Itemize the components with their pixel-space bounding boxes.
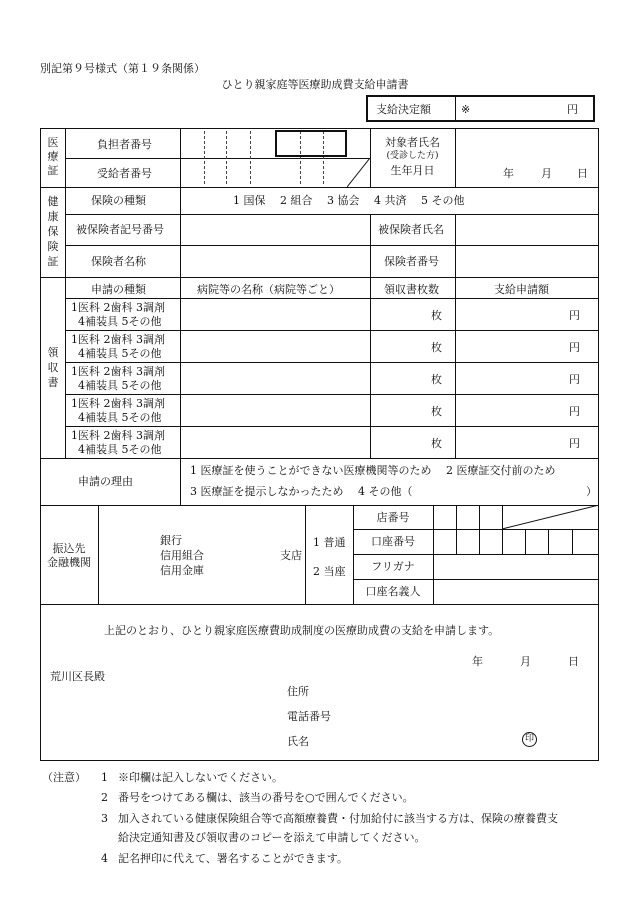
receipt-row-type-1b[interactable]: 4補装具 5その他 [78,315,162,328]
subject-note: (受診した方) [386,151,439,161]
addressee: 荒川区長殿 [50,670,105,683]
receipt-row-yen-unit: 円 [569,309,580,322]
reason-close-paren: ） [586,485,597,498]
account-type-current[interactable]: 2 当座 [313,565,346,578]
receipt-row-type-4a[interactable]: 1医科 2歯科 3調剤 [71,397,165,410]
bank-label-1: 振込先 [52,542,86,555]
declaration-month: 月 [520,655,531,668]
recipient-number-label: 受給者番号 [97,167,152,180]
name-label: 氏名 [287,735,309,748]
seal-icon: 印 [522,732,537,747]
note-number: 2 [101,791,108,804]
insured-number-label: 被保険者記号番号 [76,223,164,236]
section-receipts: 領 収 書 [47,346,59,389]
note-text: 記名押印に代えて、署名することができます。 [118,852,348,865]
receipt-row-type-3b[interactable]: 4補装具 5その他 [78,379,162,392]
birth-month: 月 [541,167,552,180]
receipt-row-count-unit: 枚 [431,405,442,418]
birth-year: 年 [503,167,514,180]
insurance-type-label: 保険の種類 [91,194,146,207]
phone-label: 電話番号 [287,710,331,723]
furigana-label: フリガナ [371,560,415,573]
receipt-row-type-2a[interactable]: 1医科 2歯科 3調剤 [71,333,165,346]
bank-type-credit-union[interactable]: 信用組合 [160,549,204,562]
note-number: 1 [101,771,108,784]
section-medical-card: 医 療 証 [47,136,59,177]
receipt-row-count-unit: 枚 [431,373,442,386]
reason-label: 申請の理由 [78,475,133,488]
burden-number-highlight[interactable] [275,130,347,157]
note-text: 加入されている健康保険組合等で高額療養費・付加給付に該当する方は、保険の療養費支 [118,812,558,825]
note-number: 3 [101,812,108,825]
receipt-row-type-1a[interactable]: 1医科 2歯科 3調剤 [71,301,165,314]
account-number-label: 口座番号 [371,535,415,548]
note-text: 給決定通知書及び領収書のコピーを添えて申請してください。 [118,831,426,844]
reason-options-line2[interactable]: 3 医療証を提示しなかったため 4 その他（ [190,485,413,498]
receipt-row-type-5b[interactable]: 4補装具 5その他 [78,443,162,456]
notes-heading: （注意） [42,771,86,784]
receipt-row-yen-unit: 円 [569,341,580,354]
col-application-type: 申請の種類 [91,283,146,296]
note-number: 4 [101,852,108,865]
bank-type-bank[interactable]: 銀行 [160,534,182,547]
note-text: ※印欄は記入しないでください。 [118,771,283,784]
insured-name-label: 被保険者氏名 [378,223,444,236]
insurance-type-options[interactable]: 1 国保 2 組合 3 協会 4 共済 5 その他 [233,194,465,207]
receipt-row-type-5a[interactable]: 1医科 2歯科 3調剤 [71,429,165,442]
note-text: 番号をつけてある欄は、該当の番号を○で囲んでください。 [118,791,414,804]
receipt-row-count-unit: 枚 [431,341,442,354]
receipt-row-yen-unit: 円 [569,437,580,450]
col-claim-amount: 支給申請額 [494,283,549,296]
decision-amount-label: 支給決定額 [376,103,431,116]
col-hospital-name: 病院等の名称（病院等ごと） [197,283,340,296]
subject-name-label: 対象者氏名 [385,136,440,149]
store-number-label: 店番号 [376,511,410,524]
diagonal-slash [347,158,370,187]
account-holder-label: 口座名義人 [365,585,421,598]
receipt-row-count-unit: 枚 [431,437,442,450]
insurer-name-label: 保険者名称 [91,255,146,268]
declaration-text: 上記のとおり、ひとり親家庭医療費助成制度の医療助成費の支給を申請します。 [104,624,500,637]
store-number-slash [502,505,599,529]
declaration-year: 年 [472,655,483,668]
col-receipt-count: 領収書枚数 [384,283,439,296]
receipt-row-type-2b[interactable]: 4補装具 5その他 [78,347,162,360]
address-label: 住所 [287,685,309,698]
receipt-row-count-unit: 枚 [431,309,442,322]
bank-type-credit-bank[interactable]: 信用金庫 [160,564,204,577]
birth-day: 日 [577,167,588,180]
declaration-day: 日 [568,655,579,668]
decision-unit: 円 [567,103,578,116]
receipt-row-type-4b[interactable]: 4補装具 5その他 [78,411,162,424]
section-insurance-card: 健 康 保 険 証 [47,195,59,268]
form-title: ひとり親家庭等医療助成費支給申請書 [221,78,409,91]
receipt-row-type-3a[interactable]: 1医科 2歯科 3調剤 [71,365,165,378]
decision-mark: ※ [461,103,471,116]
receipt-row-yen-unit: 円 [569,373,580,386]
receipt-row-yen-unit: 円 [569,405,580,418]
form-reference: 別記第９号様式（第１９条関係） [40,62,205,75]
bank-label-2: 金融機関 [47,556,91,569]
insurer-number-label: 保険者番号 [384,255,439,268]
reason-options-line1[interactable]: 1 医療証を使うことができない医療機関等のため 2 医療証交付前のため [190,464,556,477]
birth-date-label: 生年月日 [390,164,435,177]
burden-number-label: 負担者番号 [97,138,152,151]
branch-label: 支店 [280,549,302,562]
account-type-ordinary[interactable]: 1 普通 [313,536,346,549]
